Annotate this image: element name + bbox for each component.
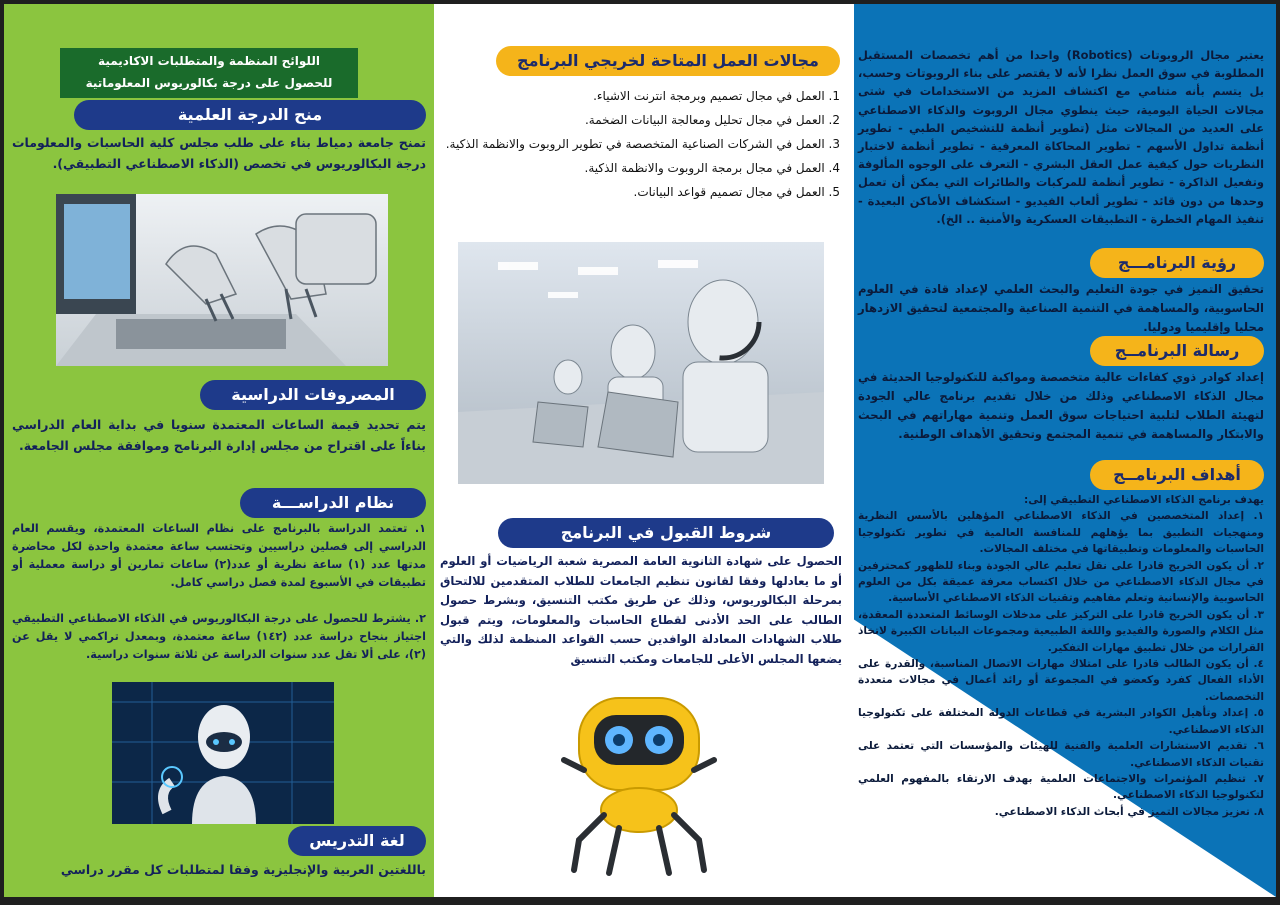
study-system-text-1: ١. تعتمد الدراسة بالبرنامج على نظام الساعات المعتمدة، ويقسم العام الدراسي إلى فصلين دراسيين وتحتسب ساعة معتمدة واحدة لكل محاضرة مدتها عدد (١) ساعة نظرية أو عدد(٢) ساعات تمارين أو دراسة معملية أو تطبيقات في الأسبوع لمدة فصل دراسي كامل.: [12, 522, 426, 589]
study-system-heading: نظام الدراســـة: [240, 488, 426, 518]
goal-item: ٣. أن يكون الخريج قادرا على التركيز على مدخلات الوسائط المتعددة المعقدة، مثل الكلام والصورة والفيديو واللغة الطبيعية ومجموعات البيانات الكبيرة لاتخاذ القرارات من خلال تطبيق مهارات التفكير.: [858, 608, 1264, 654]
robotics-intro-text: يعتبر مجال الروبوتات (Robotics) واحدا من أهم تخصصات المستقبل المطلوبة في سوق العمل نظرا لأنه لا يقتصر على بناء الروبوتات وحسب، بل يتسم بأنه متنامي مع اكتشاف المزيد من الاستخدامات في شتى مجالات الحياة اليومية، حيث ينطوي مجال الروبوت والذكاء الاصطناعي على العديد من المجالات مثل (تطوير أنظمة للتشخيص الطبي - تطوير أنظمة تداول الأسهم - تطوير المحاكاة المعرفية - تطوير أنظمة لاختبار النظريات حول كيفية عمل العقل البشري - التعرف على الوجوه المألوفة وتفعيل الذاكرة - تطوير أنظمة للمركبات والطائرات التي يمكن أن تعمل وحدها من دون قائد - تطوير ألعاب الفيديو - استكشاف الأماكن البعيدة - تنفيذ المهام الخطرة - التطبيقات العسكرية والأمنية .. الخ).: [858, 48, 1264, 226]
goals-heading: أهداف البرنامــج: [1090, 460, 1264, 490]
job-item: 5. العمل في مجال تصميم قواعد البيانات.: [633, 185, 840, 199]
goal-item: ١. إعداد المتخصصين في الذكاء الاصطناعي المؤهلين بالأسس النظرية ومنهجيات التطبيق بما يؤهلهم للمنافسة العالمية في تطوير تكنولوجيا الحاسبات والمعلومات وتطبيقاتها في مختلف المجالات.: [858, 510, 1264, 556]
admission-heading: شروط القبول في البرنامج: [498, 518, 834, 548]
brochure-sheet: [4, 4, 1276, 897]
robot-keyboard-image: [56, 194, 388, 366]
job-item: 3. العمل في الشركات الصناعية المتخصصة في تطوير الروبوت والانظمة الذكية.: [445, 137, 840, 151]
teaching-language-text: باللغتين العربية والإنجليزية وفقا لمتطلبات كل مقرر دراسي: [60, 862, 426, 877]
job-fields-list: [444, 84, 840, 204]
goal-item: ٨. تعزيز مجالات التميز في أبحاث الذكاء الاصطناعي.: [994, 805, 1264, 818]
robots-laptops-image: [458, 242, 824, 484]
right-panel: [434, 4, 1276, 897]
goal-item: ٥. إعداد وتأهيل الكوادر البشرية في قطاعات الدولة المختلفة على تكنولوجيا الذكاء الاصطناعي.: [858, 707, 1264, 736]
teaching-language-heading: لغة التدريس: [288, 826, 426, 856]
vision-heading: رؤية البرنامـــج: [1090, 248, 1264, 278]
yellow-robot-image: [544, 680, 734, 880]
vision-text: تحقيق التميز في جودة التعليم والبحث العلمي لإعداد قادة في العلوم الحاسوبية، والمساهمة في التنمية الصناعية والمجتمعية لتحقيق الازدهار محليا وإقليميا ودوليا.: [858, 282, 1264, 334]
regulations-title-line1: اللوائح المنظمة والمتطلبات الاكاديمية: [98, 54, 320, 68]
job-fields-heading: مجالات العمل المتاحة لخريجي البرنامج: [496, 46, 840, 76]
humanoid-robot-image: [112, 682, 334, 824]
fees-heading: المصروفات الدراسية: [200, 380, 426, 410]
degree-text: تمنح جامعة دمياط بناء على طلب مجلس كلية الحاسبات والمعلومات درجة البكالوريوس في تخصص (الذكاء الاصطناعي التطبيقي).: [12, 135, 426, 171]
job-item: 2. العمل في مجال تحليل ومعالجة البيانات الضخمة.: [584, 113, 840, 127]
goal-item: ٤. أن يكون الطالب قادرا على امتلاك مهارات الاتصال المناسبة، والقدرة على الأداء الفعال كفرد وكعضو في المجموعة أو رائد أعمال في مجالات متعددة التخصصات.: [858, 658, 1264, 703]
goal-item: ٧. تنظيم المؤتمرات والاجتماعات العلمية بهدف الارتقاء بالمفهوم العلمي لتكنولوجيا الذكاء الاصطناعي.: [858, 772, 1264, 802]
degree-heading: منح الدرجة العلمية: [74, 100, 426, 130]
left-panel: [4, 4, 434, 897]
goals-list: [858, 492, 1264, 820]
mission-heading: رسالة البرنامــج: [1090, 336, 1264, 366]
job-item: 1. العمل في مجال تصميم وبرمجة انترنت الاشياء.: [593, 89, 840, 103]
mission-text: إعداد كوادر ذوي كفاءات عالية متخصصة ومواكبة للتكنولوجيا الحديثة في مجال الذكاء الاصطناعي وذلك من خلال تقديم برنامج عالي الجودة لتهيئة الطلاب لتلبية احتياجات سوق العمل وتنمية مهاراتهم في البحث والابتكار والمساهمة في تنمية المجتمع وتحقيق الأهداف الوطنية.: [858, 370, 1264, 441]
job-item: 4. العمل في مجال برمجة الروبوت والانظمة الذكية.: [584, 161, 840, 175]
goal-item: ٦. تقديم الاستشارات العلمية والفنية للهيئات والمؤسسات التي تعتمد على تقنيات الذكاء الاصطناعي.: [858, 740, 1264, 769]
admission-text: الحصول على شهادة الثانوية العامة المصرية شعبة الرياضيات أو العلوم أو ما يعادلها وفقا لقانون تنظيم الجامعات للطلاب المتقدمين للالتحاق بمرحلة البكالوريوس، وذلك عن طريق مكتب التنسيق، وبشرط حصول الطالب على الحد الأدنى لقطاع الحاسبات والمعلومات، ويتم قبول طلاب الشهادات المعادلة الوافدين حسب القواعد المنظمة لذلك والتي يضعها المجلس الأعلى للجامعات ومكتب التنسيق: [440, 554, 842, 666]
goals-intro: يهدف برنامج الذكاء الاصطناعي التطبيقي إلى:: [1024, 494, 1264, 506]
goal-item: ٢. أن يكون الخريج قادرا على نقل تعليم عالي الجودة وبناء للظهور كمحترفين في مجال الذكاء الاصطناعي من خلال اكتساب معرفة عميقة بكل من العلوم الحاسوبية والإنسانية وتعلم مفاهيم وتقنيات الذكاء الاصطناعي الأساسية.: [858, 559, 1264, 605]
fees-text: يتم تحديد قيمة الساعات المعتمدة سنويا في بداية العام الدراسي بناءاً على اقتراح من مجلس إدارة البرنامج وموافقة مجلس الجامعة.: [12, 417, 426, 453]
regulations-title-box: [60, 48, 358, 98]
regulations-title-line2: للحصول على درجة بكالوريوس المعلوماتية: [85, 76, 333, 90]
study-system-text-2: ٢. يشترط للحصول على درجة البكالوريوس في الذكاء الاصطناعي التطبيقي اجتياز بنجاح دراسة عدد (١٤٢) ساعة معتمدة، وبمعدل تراكمي لا يقل عن (٢)، على ألا تقل عدد سنوات الدراسة عن ثلاثة سنوات دراسية.: [12, 612, 426, 661]
